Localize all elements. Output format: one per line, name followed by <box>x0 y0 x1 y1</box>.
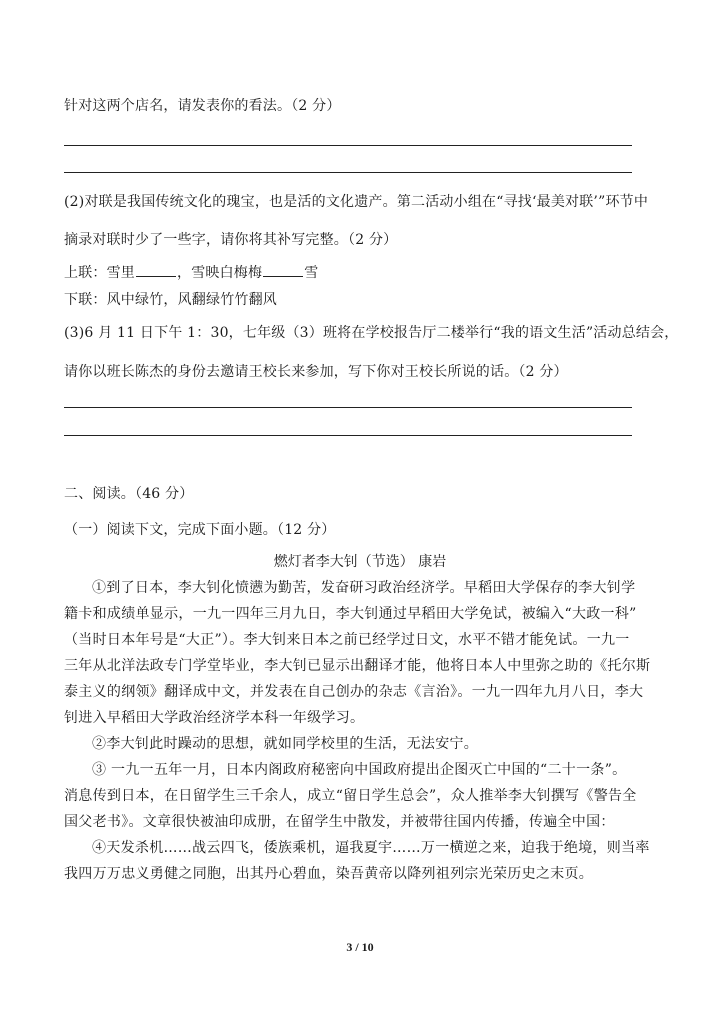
answer-line[interactable] <box>64 407 632 408</box>
couplet-upper-part-1: 上联：雪里 <box>64 265 135 281</box>
paragraph-line: 国父老书》。文章很快被油印成册，在留学生中散发，并被带往国内传播，传遍全中国： <box>64 814 615 830</box>
page-number: 3 / 10 <box>346 940 374 954</box>
paragraph-line: ②李大钊此时躁动的思想，就如同学校里的生活，无法安宁。 <box>92 736 479 752</box>
answer-line[interactable] <box>64 172 632 173</box>
section-heading: 二、阅读。（46 分） <box>64 486 194 502</box>
paragraph-line: 我四万万忠义勇健之同胞，出其丹心碧血，染吾黄帝以降列祖列宗光荣历史之末页。 <box>64 866 594 882</box>
question-3-line-1: (3)6 月 11 日下午 1：30，七年级（3）班将在学校报告厅二楼举行“我的语文生活”活动总结会， <box>64 325 679 341</box>
question-2-line-1: (2)对联是我国传统文化的瑰宝，也是活的文化遗产。第二活动小组在“寻找‘最美对联’”环节中 <box>64 194 649 210</box>
answer-line[interactable] <box>64 435 632 436</box>
article-paragraph <box>64 575 660 731</box>
part-heading: （一）阅读下文，完成下面小题。（12 分） <box>64 522 336 538</box>
question-1-tail: 针对这两个店名，请发表你的看法。（2 分） <box>64 98 341 114</box>
paragraph-line: ③ 一九一五年一月，日本内阁政府秘密向中国政府提出企图灭亡中国的“二十一条”。 <box>92 762 627 778</box>
couplet-upper-part-2: ，雪映白梅梅 <box>177 265 263 281</box>
paragraph-line: 籍卡和成绩单显示，一九一四年三月九日，李大钊通过早稻田大学免试，被编入“大政一科” <box>64 606 637 622</box>
paragraph-line: ④天发杀机……战云四飞，倭族乘机，逼我夏宇……万一横逆之来，迫我于绝境，则当率 <box>92 840 650 856</box>
paragraph-line: ①到了日本，李大钊化愤懑为勤苦，发奋研习政治经济学。早稻田大学保存的李大钊学 <box>92 580 636 596</box>
paragraph-line: 钊进入早稻田大学政治经济学本科一年级学习。 <box>64 710 365 726</box>
paragraph-line: 消息传到日本，在日留学生三千余人，成立“留日学生总会”，众人推举李大钊撰写《警告全 <box>64 788 637 804</box>
question-3-line-2: 请你以班长陈杰的身份去邀请王校长来参加，写下你对王校长所说的话。（2 分） <box>64 364 568 380</box>
paragraph-line: 泰主义的纲领》翻译成中文，并发表在自己创办的杂志《言治》。一九一四年九月八日，李大 <box>64 684 644 700</box>
fill-blank-1[interactable] <box>136 262 176 277</box>
couplet-upper <box>64 262 318 283</box>
couplet-lower: 下联：风中绿竹，风翻绿竹竹翻风 <box>64 292 277 308</box>
fill-blank-2[interactable] <box>263 262 303 277</box>
question-2-line-2: 摘录对联时少了一些字，请你将其补写完整。（2 分） <box>64 232 398 248</box>
article-paragraph <box>64 835 660 887</box>
answer-line[interactable] <box>64 145 632 146</box>
article-paragraph <box>64 731 660 757</box>
couplet-upper-part-3: 雪 <box>304 265 319 281</box>
article-paragraph <box>64 757 660 835</box>
paragraph-line: （当时日本年号是“大正”）。李大钊来日本之前已经学过日文，水平不错才能免试。一九一 <box>64 632 630 648</box>
paragraph-line: 三年从北洋法政专门学堂毕业，李大钊已显示出翻译才能，他将日本人中里弥之助的《托尔斯 <box>64 658 651 674</box>
article-title: 燃灯者李大钊（节选） 康岩 <box>273 554 447 570</box>
